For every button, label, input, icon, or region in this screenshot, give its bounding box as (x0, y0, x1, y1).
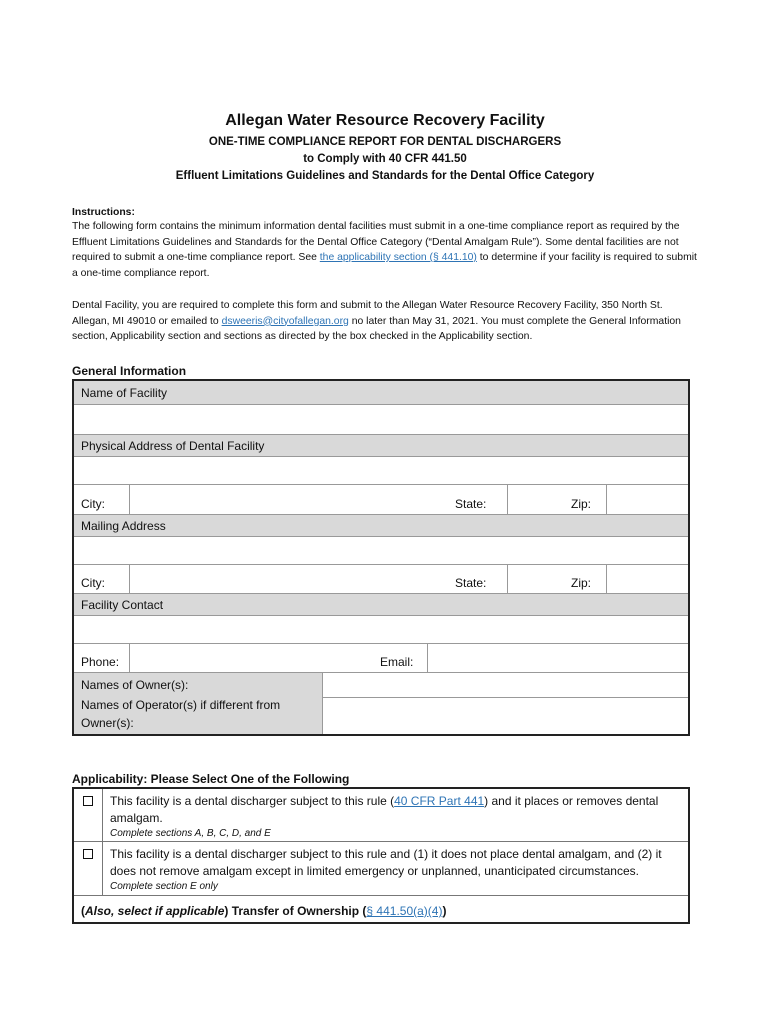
zip-label: Zip: (571, 576, 592, 590)
dental-text-part: Dental Facility, you are required to complete this form and submit to the Allegan Water Resource Recovery Facility, 350 North St. Allegan, MI 49010 or emailed to (72, 300, 663, 327)
general-information-title: General Information (72, 364, 187, 378)
zip-field[interactable] (606, 485, 688, 514)
physical-address-row (74, 435, 688, 457)
email-field[interactable] (427, 644, 688, 672)
phone-field[interactable] (129, 644, 375, 672)
phone-email-row (74, 644, 688, 673)
instructions-text-part: The following form contains the minimum information dental facilities must submit in a one-time compliance report as required by the Effluent Limitations Guidelines and Standards for the Dental Office Category (“Dental Amalgam Rule”). Some dental facilities are not required to submit a one-time compliance report. See (72, 221, 680, 264)
zip-label: Zip: (571, 497, 592, 511)
form-subtitle-category: Effluent Limitations Guidelines and Standards for the Dental Office Category (175, 170, 595, 182)
applicability-option-1 (74, 789, 688, 842)
form-subtitle-cfr: to Comply with 40 CFR 441.50 (303, 153, 467, 165)
applicability-option-2 (74, 842, 688, 896)
option-2-text (110, 846, 685, 894)
option-1-note: Complete sections A, B, C, D, and E (110, 828, 271, 839)
zip-field[interactable] (606, 565, 688, 593)
option-2-checkbox-cell (74, 842, 103, 895)
dental-text-part: no later than May 31, 2021. You must complete the General Information section, Applicability section and sections as directed by the box checked in the Applicability section. (72, 315, 681, 343)
option-2-text-part: This facility is a dental discharger subject to this rule and (1) it does not place dental amalgam, and (2) it does not remove amalgam except in limited emergency or unplanned, unanticipated circumstances. (110, 847, 662, 878)
transfer-text-part: ( (81, 904, 85, 918)
dental-facility-paragraph (72, 298, 702, 345)
owners-label: Names of Owner(s): (81, 678, 189, 692)
option-2-checkbox[interactable] (83, 849, 93, 859)
name-of-facility-label: Name of Facility (81, 386, 168, 400)
instructions-text (72, 219, 702, 281)
state-label: State: (455, 576, 487, 590)
transfer-of-ownership (81, 904, 446, 918)
physical-city-row (74, 485, 688, 515)
facility-contact-label: Facility Contact (81, 598, 164, 612)
transfer-italic: Also, select if applicable (85, 904, 225, 918)
city-field[interactable] (129, 565, 449, 593)
name-of-facility-row (74, 381, 688, 405)
transfer-text-part: ) Transfer of Ownership ( (224, 904, 367, 918)
form-title: Allegan Water Resource Recovery Facility (225, 112, 545, 129)
option-1-text-part: This facility is a dental discharger subject to this rule ( (110, 794, 395, 808)
state-label: State: (455, 497, 487, 511)
option-1-checkbox[interactable] (83, 796, 93, 806)
transfer-text-part: ) (442, 904, 447, 918)
instructions-text-part: to determine if your facility is required to submit a one-time compliance report. (72, 252, 697, 279)
name-of-facility-field[interactable] (74, 405, 688, 435)
email-link[interactable]: dsweeris@cityofallegan.org (221, 315, 349, 327)
operators-field[interactable] (322, 698, 688, 734)
applicability-table (72, 787, 690, 924)
city-label: City: (81, 576, 105, 590)
mailing-address-field[interactable] (74, 537, 688, 565)
mailing-address-row (74, 515, 688, 537)
transfer-link[interactable]: § 441.50(a)(4) (366, 904, 443, 918)
physical-address-label: Physical Address of Dental Facility (81, 439, 265, 453)
facility-contact-field[interactable] (74, 616, 688, 644)
mailing-city-row (74, 565, 688, 594)
instructions-label: Instructions: (72, 207, 135, 218)
option-1-checkbox-cell (74, 789, 103, 841)
city-field[interactable] (129, 485, 449, 514)
email-label: Email: (380, 655, 414, 669)
facility-contact-row (74, 594, 688, 616)
owner-operator-row (74, 673, 688, 734)
owners-field[interactable] (322, 673, 688, 698)
general-information-table (72, 379, 690, 736)
cfr-part-441-link[interactable]: 40 CFR Part 441 (394, 794, 485, 808)
phone-label: Phone: (81, 655, 120, 669)
operators-label: Names of Operator(s) if different from Owner(s): (81, 698, 281, 730)
applicability-title: Applicability: Please Select One of the Following (72, 772, 350, 786)
state-field[interactable] (507, 565, 563, 593)
option-2-note: Complete section E only (110, 881, 218, 892)
option-1-text (110, 793, 685, 841)
option-1-text-part: ) and it places or removes dental amalgam. (110, 794, 659, 825)
physical-address-field[interactable] (74, 457, 688, 485)
city-label: City: (81, 497, 105, 511)
applicability-section-link[interactable]: the applicability section (§ 441.10) (319, 252, 477, 264)
state-field[interactable] (507, 485, 563, 514)
mailing-address-label: Mailing Address (81, 519, 166, 533)
form-subtitle: ONE-TIME COMPLIANCE REPORT FOR DENTAL DISCHARGERS (208, 136, 562, 148)
